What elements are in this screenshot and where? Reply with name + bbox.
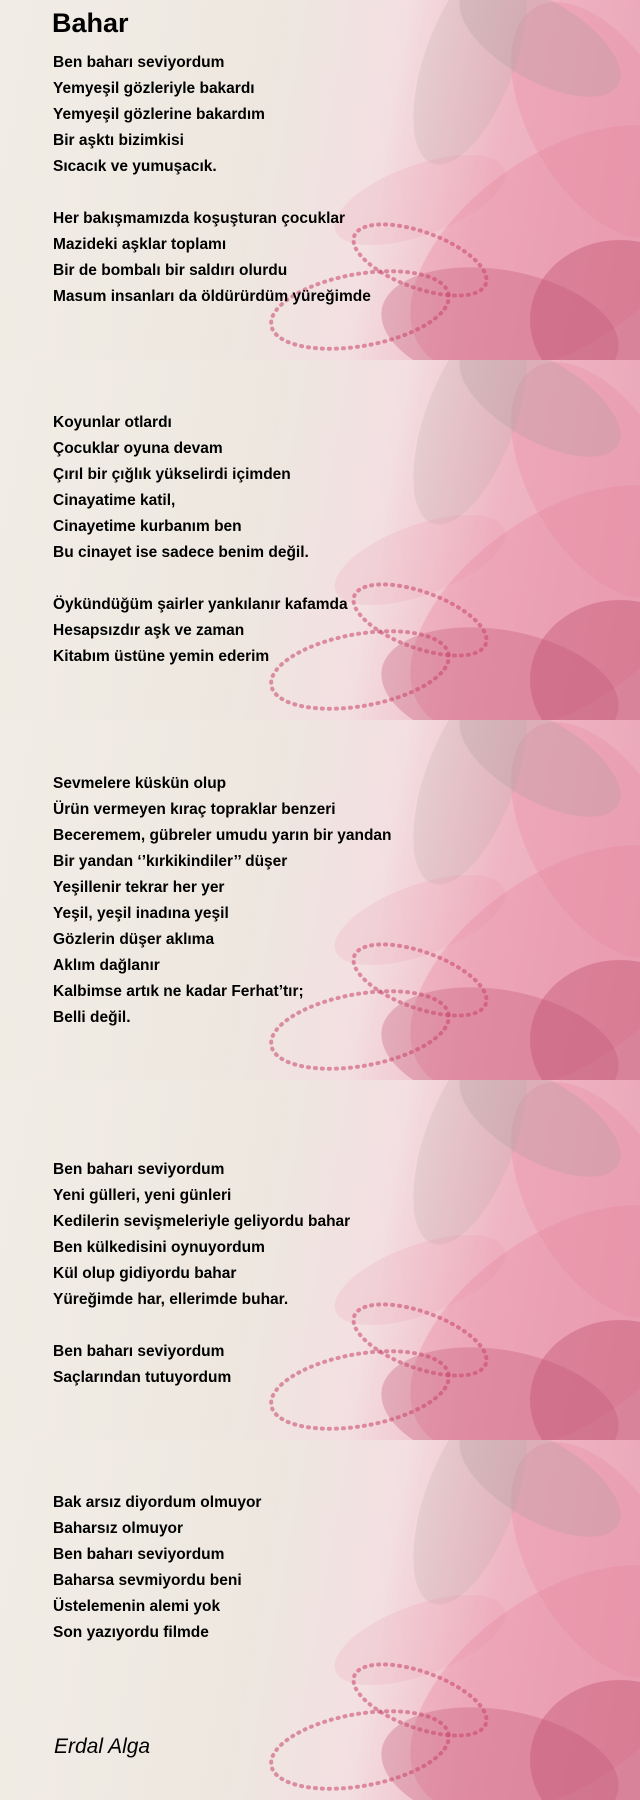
poem-line: Ben baharı seviyordum [53, 54, 225, 71]
poem-line: Üstelemenin alemi yok [53, 1598, 221, 1615]
poem-line: Bir de bombalı bir saldırı olurdu [53, 262, 288, 279]
stanza [53, 771, 392, 1031]
poem-title: Bahar [52, 8, 129, 38]
poem-line: Bir yandan ‘’kırkikindiler’’ düşer [53, 853, 288, 870]
poem-line: Beceremem, gübreler umudu yarın bir yandan [53, 827, 392, 844]
poem-line: Yeşil, yeşil inadına yeşil [53, 905, 229, 922]
poem-line: Yeni gülleri, yeni günleri [53, 1187, 232, 1204]
poem-line: Ben baharı seviyordum [53, 1546, 225, 1563]
poem-line: Ben baharı seviyordum [53, 1161, 225, 1178]
poem-line: Kedilerin sevişmeleriyle geliyordu bahar [53, 1213, 351, 1230]
poem-line: Saçlarından tutuyordum [53, 1369, 232, 1386]
poem-line: Ben baharı seviyordum [53, 1343, 225, 1360]
stanza [53, 410, 309, 566]
poem-line: Gözlerin düşer aklıma [53, 931, 215, 948]
poem-line: Baharsa sevmiyordu beni [53, 1572, 242, 1589]
poem-line: Bak arsız diyordum olmuyor [53, 1494, 262, 1511]
poem-line: Kitabım üstüne yemin ederim [53, 648, 270, 665]
poem-author: Erdal Alga [54, 1735, 151, 1758]
poem-line: Ürün vermeyen kıraç topraklar benzeri [53, 801, 336, 818]
poem-line: Baharsız olmuyor [53, 1520, 184, 1537]
stanza [53, 1490, 261, 1646]
poem-line: Cinayetime kurbanım ben [53, 518, 242, 535]
poem-line: Öykündüğüm şairler yankılanır kafamda [53, 596, 348, 613]
poem-line: Aklım dağlanır [53, 957, 160, 974]
stanza [53, 592, 348, 670]
poem-line: Koyunlar otlardı [53, 414, 172, 431]
poem-line: Sıcacık ve yumuşacık. [53, 158, 217, 175]
stanza [53, 1157, 350, 1313]
stanza [53, 1339, 231, 1391]
poem-line: Belli değil. [53, 1009, 131, 1026]
poem-line: Sevmelere küskün olup [53, 775, 227, 792]
stanza [53, 50, 265, 180]
stanza [53, 206, 371, 310]
poem-line: Ben külkedisini oynuyordum [53, 1239, 265, 1256]
poem-line: Bir aşktı bizimkisi [53, 132, 184, 149]
poem-line: Yemyeşil gözleriyle bakardı [53, 80, 255, 97]
poem-line: Kalbimse artık ne kadar Ferhat’tır; [53, 983, 304, 1000]
poem-line: Yeşillenir tekrar her yer [53, 879, 225, 896]
poem-line: Çocuklar oyuna devam [53, 440, 223, 457]
poem-line: Hesapsızdır aşk ve zaman [53, 622, 245, 639]
poem-line: Son yazıyordu filmde [53, 1624, 209, 1641]
poem-line: Cinayatime katil, [53, 492, 176, 509]
poem-line: Masum insanları da öldürürdüm yüreğimde [53, 288, 371, 305]
poem-line: Mazideki aşklar toplamı [53, 236, 227, 253]
poem-line: Kül olup gidiyordu bahar [53, 1265, 237, 1282]
poem-line: Yüreğimde har, ellerimde buhar. [53, 1291, 289, 1308]
poem-line: Yemyeşil gözlerine bakardım [53, 106, 265, 123]
poem-line: Çırıl bir çığlık yükselirdi içimden [53, 466, 291, 483]
poem-line: Bu cinayet ise sadece benim değil. [53, 544, 309, 561]
poem-line: Her bakışmamızda koşuşturan çocuklar [53, 210, 346, 227]
